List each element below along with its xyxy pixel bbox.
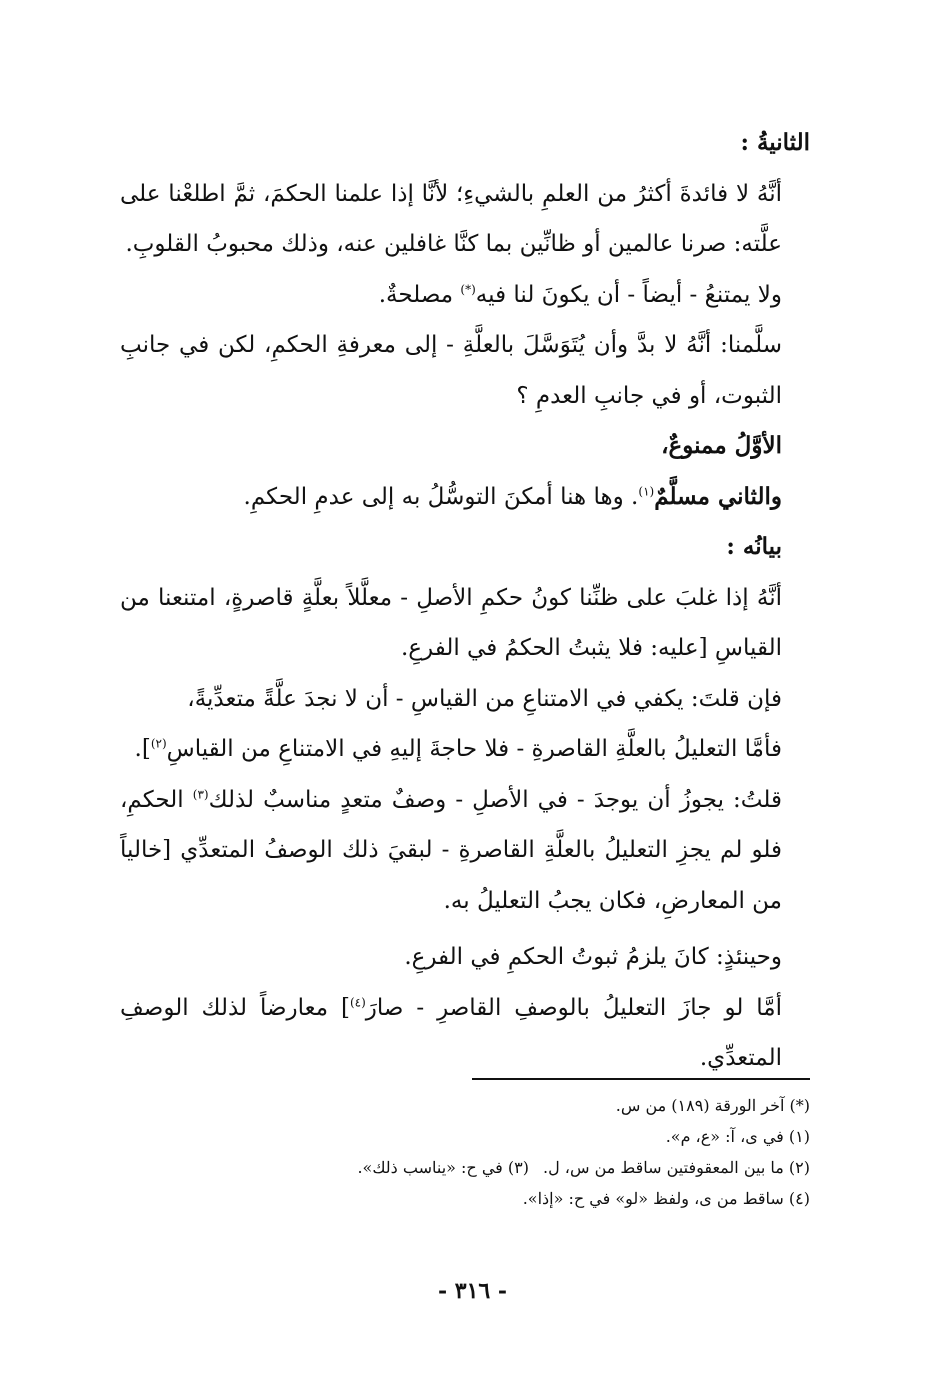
footnote	[120, 1152, 810, 1183]
paragraph: أنَّهُ إذا غلبَ على ظنِّنا كونُ حكمِ الأصلِ - معلَّلاً بعلَّةٍ قاصرةٍ، امتنعنا من القياسِ [عليه: فلا يثبتُ الحكمُ في الفرعِ.	[120, 584, 782, 661]
paragraph: سلَّمنا: أنَّهُ لا بدَّ وأن يُتَوَسَّلَ بالعلَّةِ - إلى معرفةِ الحكمِ، لكن في جانبِ الثبوت، أو في جانبِ العدمِ ؟	[120, 332, 782, 409]
paragraph: أنَّهُ لا فائدةَ أكثرُ من العلمِ بالشيءِ؛ لأنَّا إذا علمنا الحكمَ، ثمَّ اطلعْنا على علَّته: صرنا عالمين أو ظانِّين بما كنَّا غافلين عنه، وذلك محبوبُ القلوبِ.	[120, 180, 782, 257]
paragraph-text: ] معارضاً لذلك الوصفِ المتعدِّي.	[120, 994, 782, 1071]
paragraph	[120, 775, 810, 927]
footnote-marker: (٤)	[349, 994, 366, 1009]
paragraph: بيانُه :	[726, 533, 782, 560]
paragraph-text: فأمَّا التعليلُ بالعلَّةِ القاصرةِ - فلا حاجةَ إليهِ في الامتناعِ من القياسِ	[166, 736, 782, 762]
paragraph-text: أمَّا لو جازَ التعليلُ بالوصفِ القاصرِ - صارَ	[365, 994, 782, 1021]
footnotes	[120, 1090, 810, 1214]
footnote: (٤) ساقط من ى، ولفظ «لو» في ح: «إذا».	[522, 1189, 810, 1208]
paragraph-text: . وها هنا أمكنَ التوسُّلُ به إلى عدمِ الحكمِ.	[243, 483, 639, 510]
paragraph-text: والثاني مسلَّمٌ	[654, 482, 782, 510]
paragraph-text: مصلحةٌ.	[378, 281, 461, 308]
paragraph: الأوَّلُ ممنوعٌ،	[661, 432, 782, 459]
footnote-text: (٢) ما بين المعقوفتين ساقط من س، ل.	[543, 1158, 810, 1177]
footnote: (*) آخر الورقة (١٨٩) من س.	[615, 1096, 810, 1115]
paragraph-text: الحكمِ، فلو لم يجزِ التعليلُ بالعلَّةِ القاصرةِ - لبقيَ ذلك الوصفُ المتعدِّي [خالياً من المعارضِ، فكان يجبُ التعليلُ به.	[120, 786, 782, 914]
paragraph-text: ولا يمتنعُ - أيضاً - أن يكونَ لنا فيه	[475, 281, 782, 308]
paragraph	[120, 472, 810, 523]
paragraph	[120, 270, 810, 321]
footnote: (١) في ى، آ: «ع، م».	[665, 1127, 810, 1146]
main-text	[120, 118, 810, 1084]
paragraph-text: قلتُ: يجوزُ أن يوجدَ - في الأصلِ - وصفٌ متعدٍ مناسبٌ لذلك	[208, 786, 782, 813]
paragraph: فإن قلتَ: يكفي في الامتناعِ من القياسِ - أن لا نجدَ علَّةً متعدِّيةً،	[187, 685, 782, 712]
footnote-divider	[472, 1078, 810, 1080]
footnote-marker: (*)	[460, 281, 476, 296]
paragraph	[120, 983, 810, 1084]
footnote-marker: (٢)	[150, 736, 167, 751]
footnote-marker: (١)	[638, 483, 655, 498]
page-number: - ٣١٦ -	[437, 1278, 508, 1304]
footnote-marker: (٣)	[192, 786, 209, 801]
paragraph: وحينئذٍ: كانَ يلزمُ ثبوتُ الحكمِ في الفرعِ.	[404, 944, 782, 970]
footnote-text: (٣) في ح: «يناسب ذلك».	[357, 1158, 529, 1177]
section-heading: الثانيةُ :	[740, 129, 810, 156]
paragraph	[120, 724, 810, 775]
paragraph-text: ].	[134, 736, 151, 762]
